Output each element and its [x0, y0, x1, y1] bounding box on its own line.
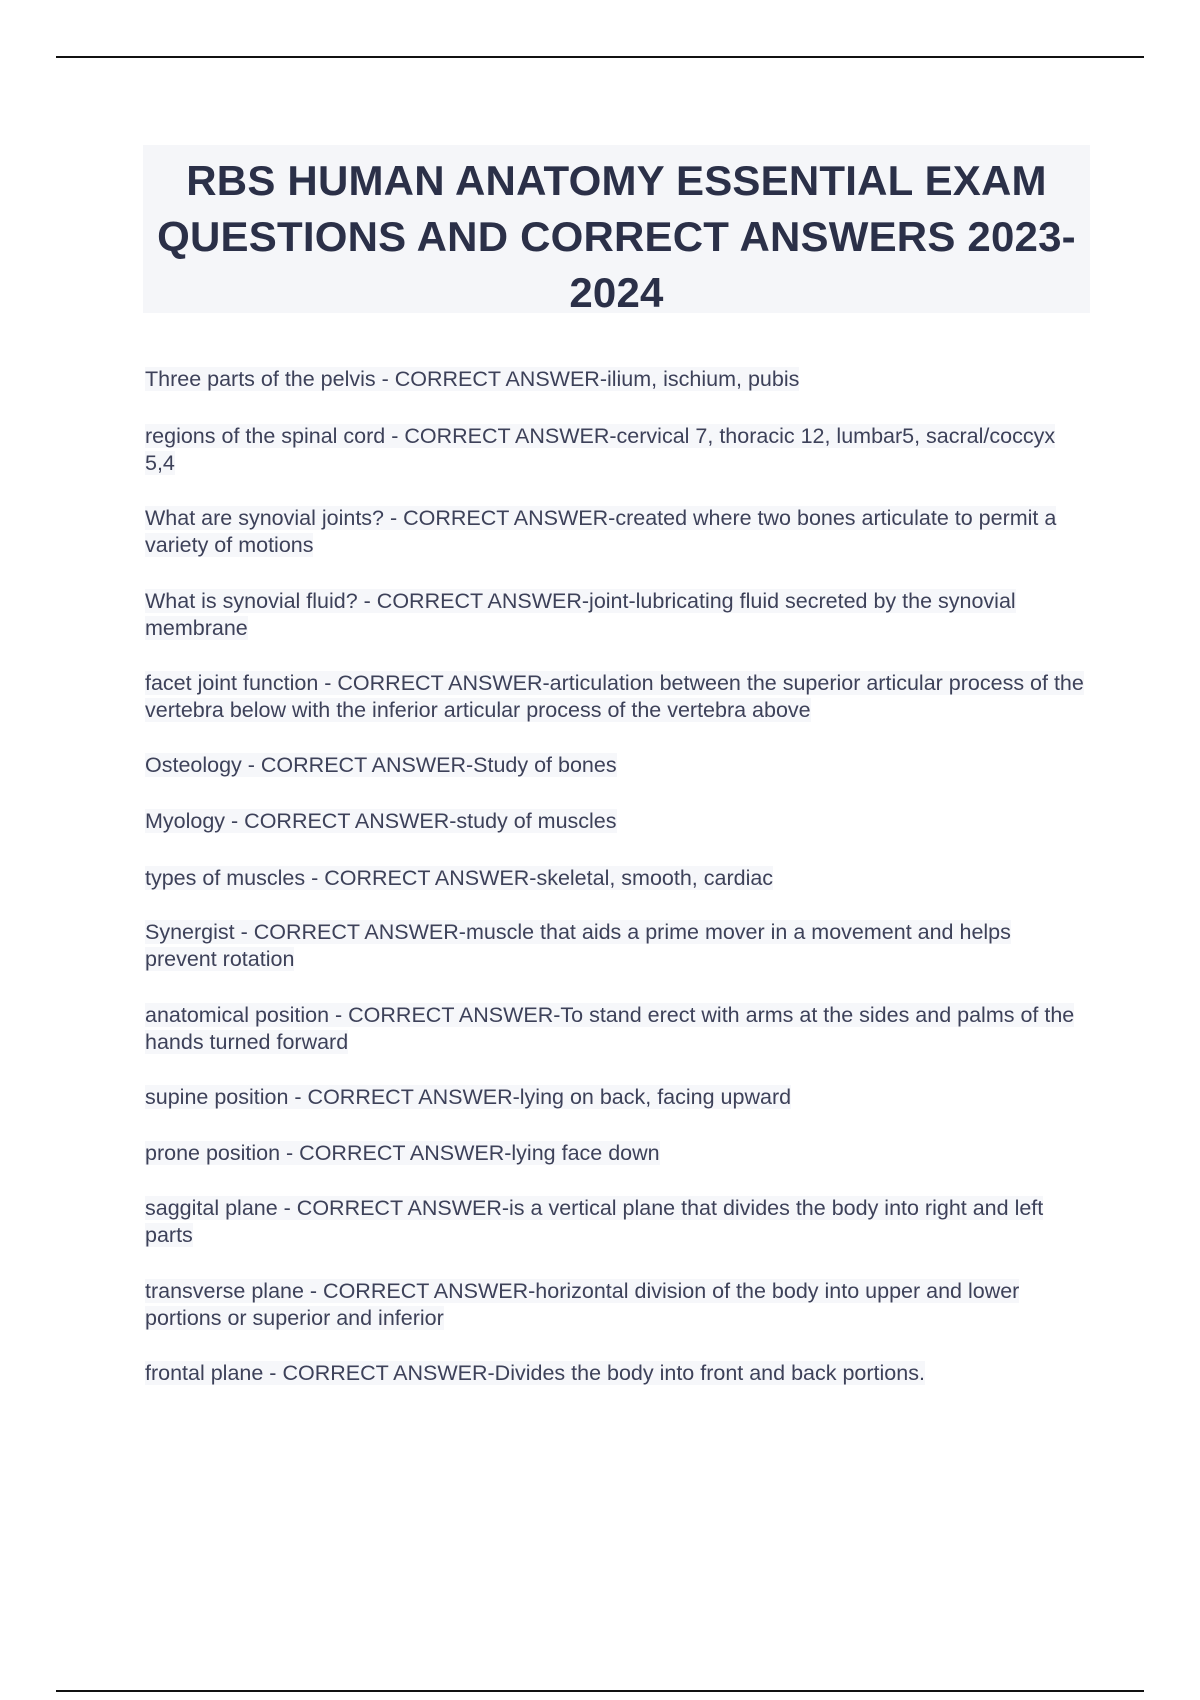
qa-item: regions of the spinal cord - CORRECT ANSWER-cervical 7, thoracic 12, lumbar5, sacral/coccyx 5,4	[145, 424, 1056, 475]
bottom-rule	[56, 1690, 1144, 1692]
qa-item: What is synovial fluid? - CORRECT ANSWER-joint-lubricating fluid secreted by the synovial membrane	[145, 589, 1016, 640]
qa-item: What are synovial joints? - CORRECT ANSWER-created where two bones articulate to permit a variety of motions	[145, 506, 1057, 557]
qa-item: Myology - CORRECT ANSWER-study of muscles	[145, 809, 617, 833]
qa-item: Osteology - CORRECT ANSWER-Study of bones	[145, 753, 617, 777]
qa-item: transverse plane - CORRECT ANSWER-horizontal division of the body into upper and lower portions or superior and inferior	[145, 1279, 1020, 1330]
qa-item: frontal plane - CORRECT ANSWER-Divides the body into front and back portions.	[145, 1361, 925, 1385]
qa-item: Synergist - CORRECT ANSWER-muscle that aids a prime mover in a movement and helps prevent rotation	[145, 920, 1011, 971]
title-box	[143, 145, 1090, 316]
top-rule	[56, 56, 1144, 58]
qa-list	[145, 366, 1085, 1387]
qa-item: anatomical position - CORRECT ANSWER-To stand erect with arms at the sides and palms of the hands turned forward	[145, 1003, 1075, 1054]
qa-item: types of muscles - CORRECT ANSWER-skeletal, smooth, cardiac	[145, 866, 774, 890]
qa-item: prone position - CORRECT ANSWER-lying face down	[145, 1141, 660, 1165]
qa-item: saggital plane - CORRECT ANSWER-is a vertical plane that divides the body into right and left parts	[145, 1196, 1044, 1247]
qa-item: supine position - CORRECT ANSWER-lying on back, facing upward	[145, 1085, 792, 1109]
document-title: RBS HUMAN ANATOMY ESSENTIAL EXAM QUESTIONS AND CORRECT ANSWERS 2023-2024	[157, 157, 1076, 316]
qa-item: Three parts of the pelvis - CORRECT ANSWER-ilium, ischium, pubis	[145, 367, 800, 391]
qa-item: facet joint function - CORRECT ANSWER-articulation between the superior articular process of the vertebra below with the inferior articular process of the vertebra above	[145, 671, 1084, 722]
